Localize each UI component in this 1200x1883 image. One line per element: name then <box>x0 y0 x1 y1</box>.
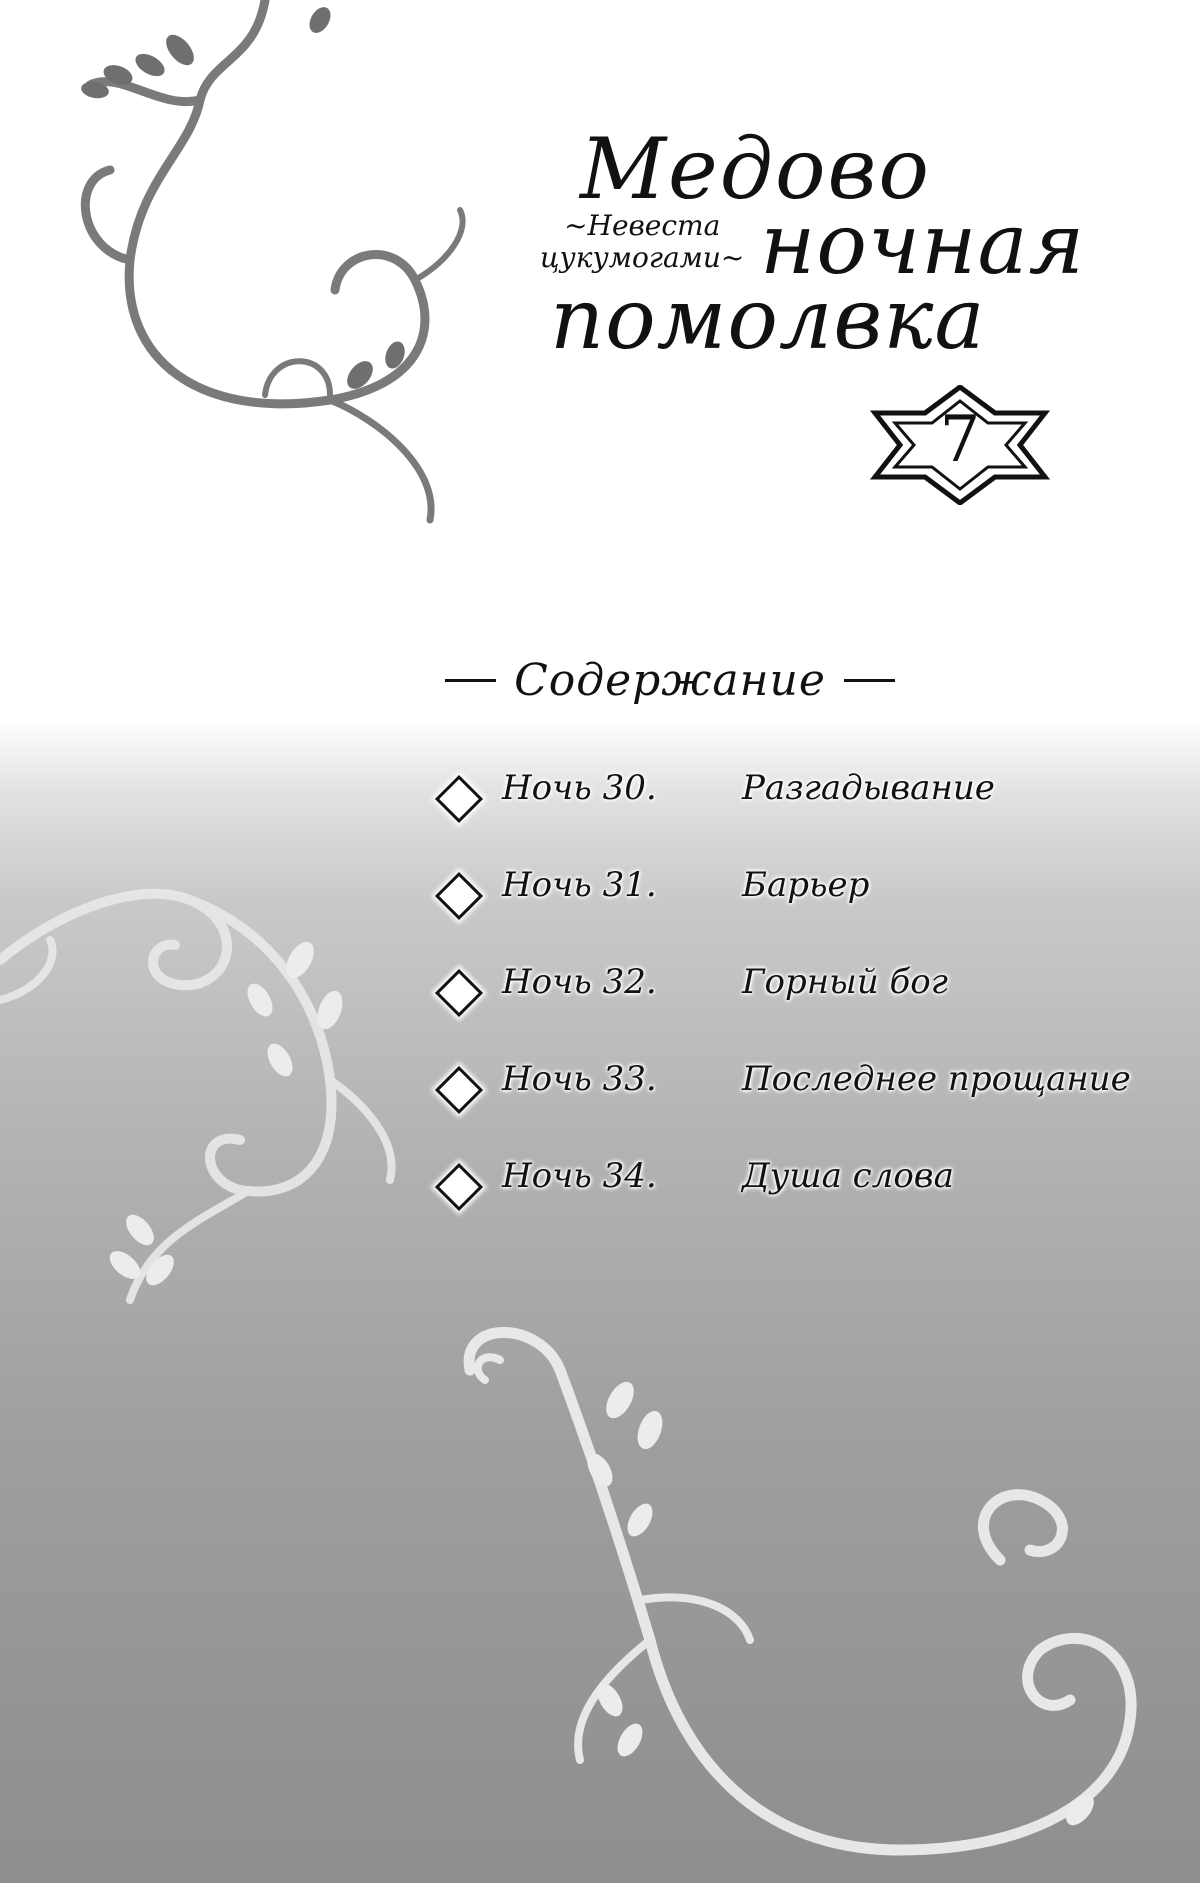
diamond-bullet-icon <box>435 969 483 1017</box>
top-vine-leaves <box>80 3 408 393</box>
toc-night-number: Ночь 34. <box>502 1156 657 1196</box>
toc-chapter-title: Душа слова <box>742 1156 954 1196</box>
toc-chapter-title: Разгадывание <box>742 768 995 808</box>
title-line-2: ночная <box>760 195 1086 293</box>
toc-chapter-title: Последнее прощание <box>742 1059 1131 1099</box>
middle-vine-leaves <box>105 937 347 1290</box>
title-line-1: Медово <box>580 120 931 218</box>
toc-list <box>430 762 1130 1247</box>
bottom-vine-leaves <box>582 1377 1099 1830</box>
volume-badge <box>870 385 1050 505</box>
subtitle-line-1: ~Невеста <box>564 209 721 242</box>
bottom-vine-ornament <box>469 1333 1131 1851</box>
diamond-bullet-icon <box>435 1163 483 1211</box>
toc-night-number: Ночь 31. <box>502 865 657 905</box>
toc-item[interactable] <box>430 1053 1130 1150</box>
toc-item[interactable] <box>430 762 1130 859</box>
toc-chapter-title: Горный бог <box>742 962 948 1002</box>
toc-night-number: Ночь 32. <box>502 962 657 1002</box>
diamond-bullet-icon <box>435 872 483 920</box>
series-subtitle <box>540 210 744 274</box>
subtitle-line-2: цукумогами~ <box>540 241 745 274</box>
toc-chapter-title: Барьер <box>742 865 870 905</box>
toc-heading <box>445 645 895 715</box>
toc-night-number: Ночь 30. <box>502 768 657 808</box>
toc-night-number: Ночь 33. <box>502 1059 657 1099</box>
top-vine-ornament <box>85 0 462 520</box>
toc-item[interactable] <box>430 956 1130 1053</box>
title-line-3: помолвка <box>550 270 986 368</box>
toc-item[interactable] <box>430 859 1130 956</box>
volume-number: 7 <box>939 403 981 477</box>
diamond-bullet-icon <box>435 775 483 823</box>
diamond-bullet-icon <box>435 1066 483 1114</box>
toc-item[interactable] <box>430 1150 1130 1247</box>
middle-vine-ornament <box>0 894 392 1300</box>
toc-heading-label: Содержание <box>514 654 826 706</box>
heading-dash-left <box>445 679 496 682</box>
heading-dash-right <box>844 679 895 682</box>
